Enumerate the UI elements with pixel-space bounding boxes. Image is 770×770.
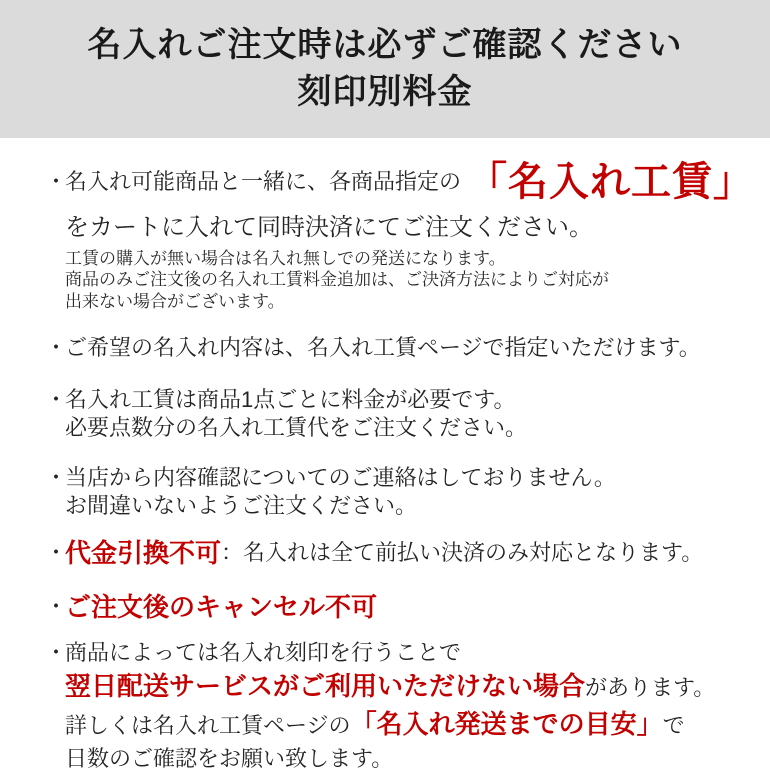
- shipping-line3-pre: 詳しくは名入れ工賃ページの: [65, 713, 351, 739]
- shipping-line2: [45, 668, 742, 706]
- next-day-warning-highlight: 翌日配送サービスがご利用いただけない場合: [65, 671, 586, 702]
- header-title-line1: 名入れご注文時は必ずご確認ください: [87, 26, 683, 65]
- bullet-marker: ・: [45, 169, 68, 194]
- shipping-line3: [45, 706, 742, 744]
- cart-line2: をカートに入れて同時決済にてご注文ください。: [65, 214, 593, 241]
- bullet-item-no-cancel: [45, 590, 742, 624]
- bullet-item-no-confirmation: [45, 464, 742, 520]
- shipping-guide-highlight: 「名入れ発送までの目安」: [350, 709, 663, 740]
- fee-line2: 必要点数分の名入れ工賃代をご注文ください。: [65, 415, 528, 441]
- no-cod-rest: 名入れは全て前払い決済のみ対応となります。: [243, 540, 704, 566]
- no-confirmation-line1-text: 当店から内容確認についてのご連絡はしておりません。: [65, 465, 616, 491]
- bullet-marker: ・: [45, 387, 68, 413]
- notice-body: [0, 138, 770, 770]
- fee-line1-text: 名入れ工賃は商品1点ごとに料金が必要です。: [65, 387, 516, 413]
- notice-header: [0, 0, 770, 138]
- bullet-item-cart: [45, 156, 755, 312]
- shipping-line1-text: 商品によっては名入れ刻印を行うことで: [65, 640, 462, 666]
- cart-line1-text: 名入れ可能商品と一緒に、各商品指定の: [65, 169, 462, 194]
- cart-notes: [45, 248, 742, 312]
- bullet-item-shipping: [45, 638, 742, 770]
- no-cod-highlight: 代金引換不可: [65, 538, 222, 569]
- header-title-line2: 刻印別料金: [297, 72, 473, 111]
- cart-line1: [45, 156, 755, 208]
- shipping-line4: 日数のご確認をお願い致します。: [65, 746, 394, 770]
- no-confirmation-line1: [45, 464, 742, 492]
- fee-line1: [45, 386, 742, 414]
- no-confirmation-line2: お間違いないようご注文ください。: [65, 493, 418, 519]
- bullet-marker: ・: [45, 594, 68, 620]
- bullet-item-fee-per-item: [45, 386, 742, 442]
- bullet-item-content-page: [45, 334, 742, 362]
- content-page-line1: [45, 334, 742, 362]
- cart-note2: 商品のみご注文後の名入れ工賃料金追加は、ご決済方法によりご対応が: [65, 270, 609, 290]
- no-cod-colon: ：: [221, 540, 244, 566]
- bullet-marker: ・: [45, 640, 68, 666]
- cart-note1: 工賃の購入が無い場合は名入れ無しでの発送になります。: [65, 249, 506, 268]
- no-cod-line: [45, 536, 742, 570]
- cart-fee-highlight: 「名入れ工賃」: [467, 160, 755, 204]
- bullet-item-no-cod: [45, 536, 742, 570]
- bullet-marker: ・: [45, 335, 68, 361]
- bullet-marker: ・: [45, 465, 68, 491]
- shipping-line3-post: で: [662, 713, 685, 739]
- shipping-line1: [45, 638, 742, 668]
- no-cancel-highlight: ご注文後のキャンセル不可: [65, 592, 378, 623]
- bullet-marker: ・: [45, 540, 68, 566]
- cart-note3: 出来ない場合がございます。: [65, 291, 285, 311]
- content-page-text: ご希望の名入れ内容は、名入れ工賃ページで指定いただけます。: [65, 335, 701, 361]
- shipping-line2-rest: があります。: [585, 675, 716, 701]
- no-cancel-line: [45, 590, 742, 624]
